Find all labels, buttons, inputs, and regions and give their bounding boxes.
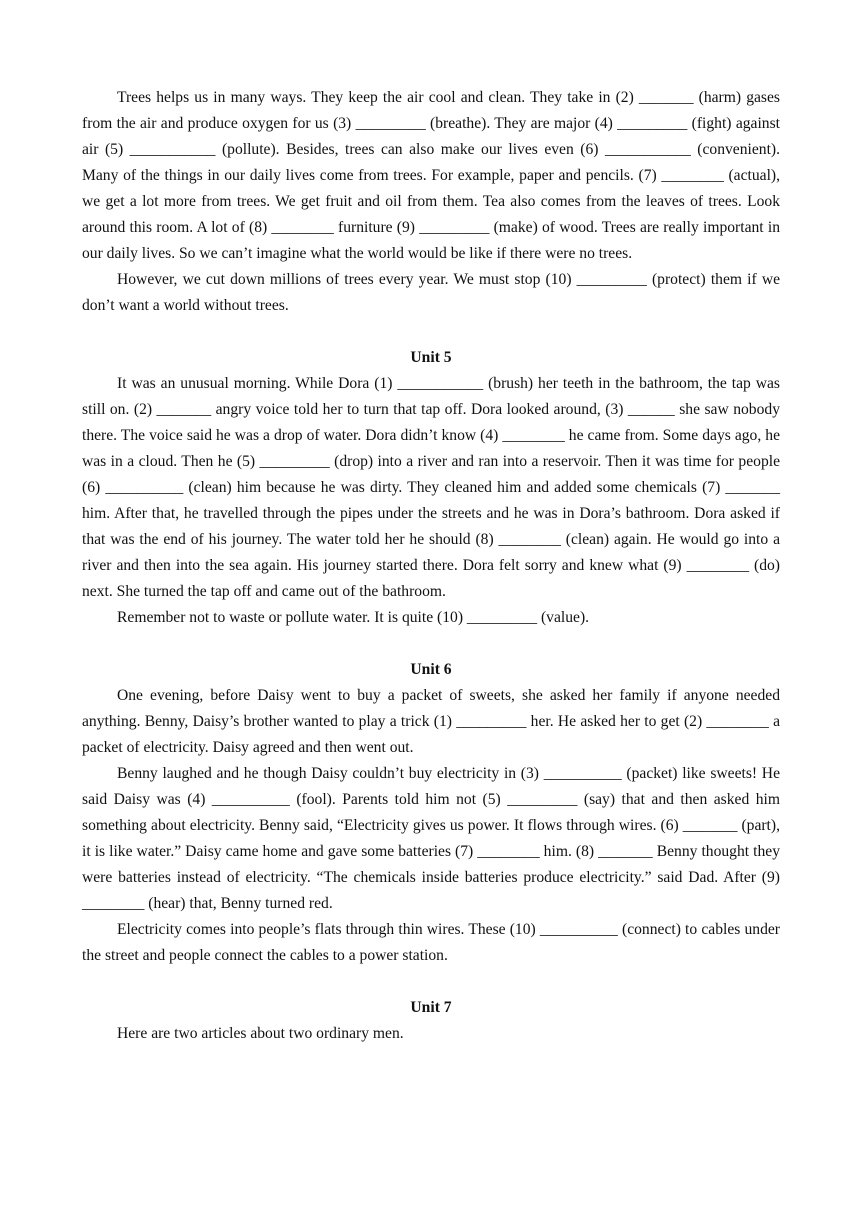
paragraph: Remember not to waste or pollute water. It is quite (10) _________ (value). [117, 609, 590, 626]
paragraph: It was an unusual morning. While Dora (1) ___________ (brush) her teeth in the bathroom, the tap was still on. (2) _______ angry voice told her to turn that tap off. Dora looked around, (3) ______ she saw nobody there. The voice said he was a drop of water. Dora didn’t know (4) ________ he came from. Some days ago, he was in a cloud. Then he (5) _________ (drop) into a river and ran into a reservoir. Then it was time for people (6) __________ (clean) him because he was dirty. They cleaned him and added some chemicals (7) _______ him. After that, he travelled through the pipes under the streets and he was in Dora’s bathroom. Dora asked if that was the end of his journey. The water told her he should (8) ________ (clean) again. He would go into a river and then into the sea again. His journey started there. Dora felt sorry and knew what (9) ________ (do) next. She turned the tap off and came out of the bathroom. [82, 375, 780, 600]
paragraph: However, we cut down millions of trees every year. We must stop (10) _________ (protect) them if we don’t want a world without trees. [82, 271, 780, 314]
document-page [82, 85, 780, 1047]
unit-heading: Unit 5 [410, 349, 452, 366]
paragraph: Electricity comes into people’s flats through thin wires. These (10) __________ (connect) to cables under the street and people connect the cables to a power station. [82, 921, 780, 964]
paragraph: Trees helps us in many ways. They keep the air cool and clean. They take in (2) _______ (harm) gases from the air and produce oxygen for us (3) _________ (breathe). They are major (4) _________ (fight) against air (5) ___________ (pollute). Besides, trees can also make our lives even (6) ___________ (convenient). Many of the things in our daily lives come from trees. For example, paper and pencils. (7) ________ (actual), we get a lot more from trees. We get fruit and oil from them. Tea also comes from the leaves of trees. Look around this room. A lot of (8) ________ furniture (9) _________ (make) of wood. Trees are really important in our daily lives. So we can’t imagine what the world would be like if there were no trees. [82, 89, 780, 262]
paragraph: Benny laughed and he though Daisy couldn’t buy electricity in (3) __________ (packet) like sweets! He said Daisy was (4) __________ (fool). Parents told him not (5) _________ (say) that and then asked him something about electricity. Benny said, “Electricity gives us power. It flows through wires. (6) _______ (part), it is like water.” Daisy came home and gave some batteries (7) ________ him. (8) _______ Benny thought they were batteries instead of electricity. “The chemicals inside batteries produce electricity.” said Dad. After (9) ________ (hear) that, Benny turned red. [82, 765, 780, 912]
paragraph: Here are two articles about two ordinary men. [117, 1025, 404, 1042]
paragraph: One evening, before Daisy went to buy a packet of sweets, she asked her family if anyone needed anything. Benny, Daisy’s brother wanted to play a trick (1) _________ her. He asked her to get (2) ________ a packet of electricity. Daisy agreed and then went out. [82, 687, 780, 756]
unit-heading: Unit 7 [410, 999, 452, 1016]
unit-heading: Unit 6 [410, 661, 452, 678]
